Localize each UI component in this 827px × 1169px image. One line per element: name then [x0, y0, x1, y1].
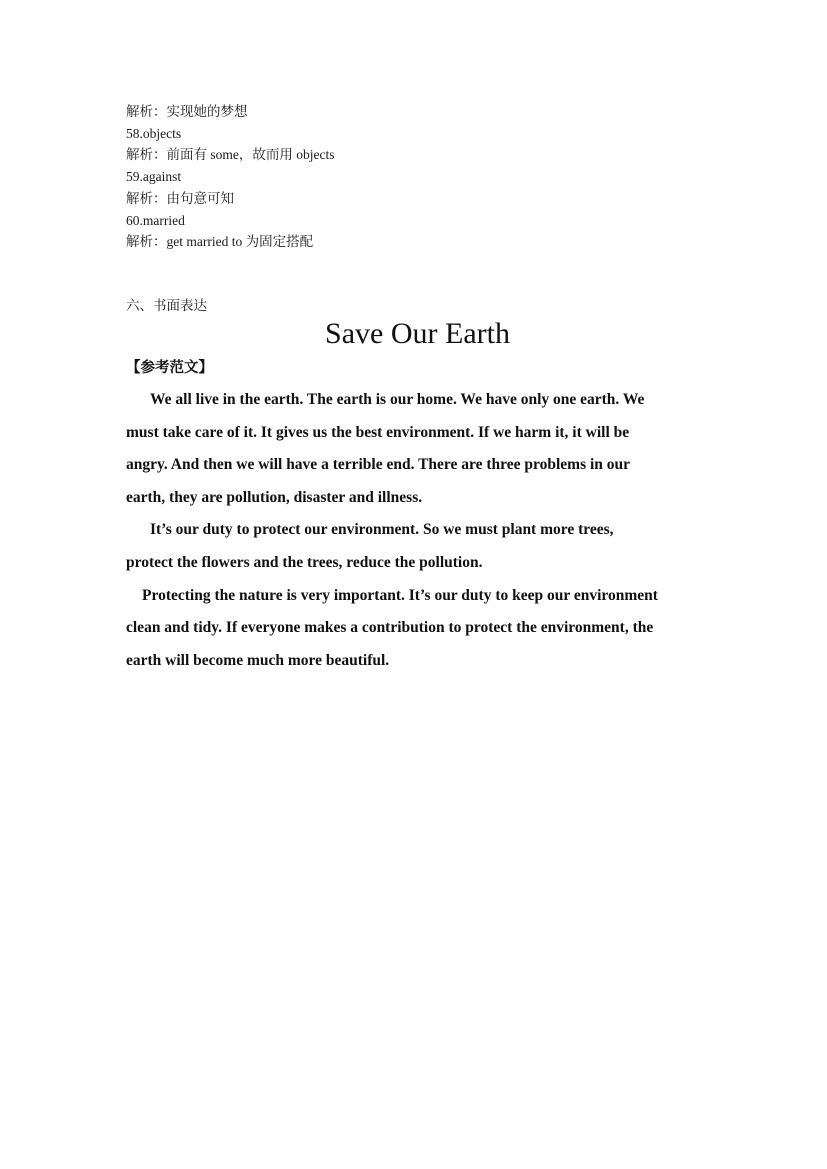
- essay-line: We all live in the earth. The earth is our home. We have only one earth. We: [150, 391, 645, 408]
- essay-line: angry. And then we will have a terrible end. There are three problems in our: [126, 456, 631, 474]
- essay-line: Protecting the nature is very important. It’s our duty to keep our environment: [142, 586, 658, 604]
- answer-explanations: [126, 101, 726, 253]
- essay-line: It’s our duty to protect our environment. So we must plant more trees,: [150, 521, 614, 539]
- answer-explanation-58: 解析：前面有 some，故而用 objects: [126, 147, 335, 163]
- answer-explanation-59: 解析：由句意可知: [126, 190, 234, 206]
- essay-title: Save Our Earth: [325, 317, 510, 350]
- answer-explanation-57: 解析：实现她的梦想: [126, 104, 248, 119]
- section-heading-writing: 六、书面表达: [126, 298, 207, 313]
- reference-essay-label: 【参考范文】: [126, 360, 213, 376]
- essay-line: protect the flowers and the trees, reduce the pollution.: [126, 553, 483, 571]
- answer-59: 59.against: [126, 169, 182, 185]
- reference-essay: [126, 384, 706, 677]
- answer-60: 60.married: [126, 212, 185, 228]
- answer-58: 58.objects: [126, 125, 182, 141]
- answer-explanation-60: 解析：get married to 为固定搭配: [126, 234, 314, 250]
- essay-line: must take care of it. It gives us the best environment. If we harm it, it will be: [126, 423, 630, 441]
- essay-line: earth will become much more beautiful.: [126, 651, 390, 669]
- essay-line: earth, they are pollution, disaster and illness.: [126, 488, 423, 506]
- essay-line: clean and tidy. If everyone makes a contribution to protect the environment, the: [126, 619, 654, 637]
